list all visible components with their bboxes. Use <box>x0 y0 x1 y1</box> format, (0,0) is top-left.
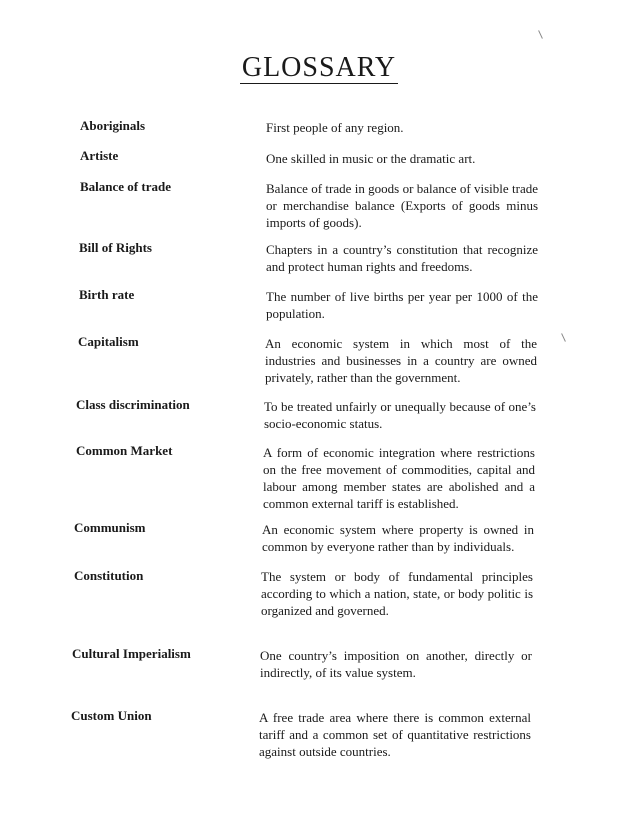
glossary-definition: One skilled in music or the dramatic art. <box>266 151 476 166</box>
glossary-term: Custom Union <box>71 708 152 723</box>
glossary-definition: A form of economic integration where restrictions on the free movement of commodities, capital and labour among member states are abolished and a common external tariff is established. <box>263 445 535 511</box>
glossary-definition: The number of live births per year per 1000 of the population. <box>266 289 538 321</box>
glossary-definition: Balance of trade in goods or balance of visible trade or merchandise balance (Exports of goods minus imports of goods). <box>266 181 538 230</box>
glossary-term: Common Market <box>76 443 173 458</box>
glossary-term: Bill of Rights <box>79 240 152 255</box>
glossary-definition: An economic system in which most of the industries and businesses in a country are owned privately, rather than the government. <box>265 336 537 385</box>
glossary-definition: One country’s imposition on another, directly or indirectly, of its value system. <box>260 648 532 680</box>
glossary-term: Aboriginals <box>80 118 146 133</box>
glossary-definition: The system or body of fundamental principles according to which a nation, state, or body politic is organized and governed. <box>261 569 533 618</box>
glossary-term: Cultural Imperialism <box>72 646 191 661</box>
glossary-term: Class discrimination <box>76 397 190 412</box>
scan-mark <box>561 333 566 342</box>
glossary-term: Capitalism <box>78 334 139 349</box>
glossary-definition: Chapters in a country’s constitution that recognize and protect human rights and freedoms. <box>266 242 538 274</box>
glossary-term: Artiste <box>80 148 119 163</box>
glossary-definition: To be treated unfairly or unequally because of one’s socio-economic status. <box>264 399 536 431</box>
glossary-term: Constitution <box>74 568 144 583</box>
glossary-term: Birth rate <box>79 287 135 302</box>
page-title: GLOSSARY <box>241 52 397 83</box>
glossary-definition: An economic system where property is owned in common by everyone rather than by individuals. <box>262 522 534 554</box>
glossary-definition: A free trade area where there is common external tariff and a common set of quantitative restrictions against outside countries. <box>259 710 531 759</box>
glossary-term: Communism <box>74 520 146 535</box>
scan-mark <box>538 30 543 39</box>
glossary-definition: First people of any region. <box>266 120 404 135</box>
glossary-term: Balance of trade <box>80 179 171 194</box>
